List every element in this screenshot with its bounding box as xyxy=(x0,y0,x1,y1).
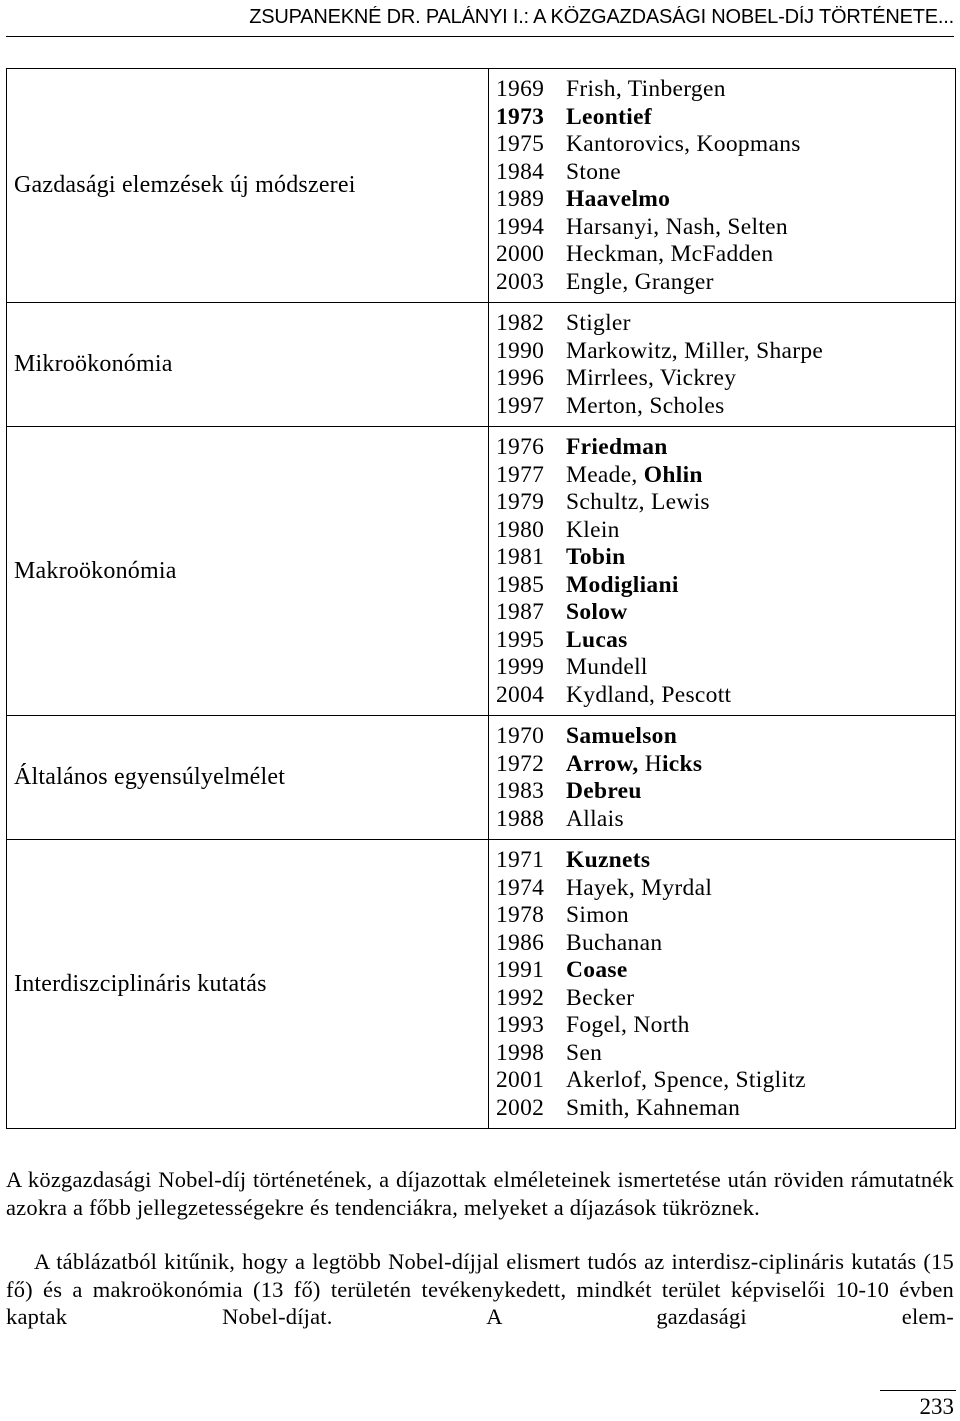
laureate-name: Ohlin xyxy=(643,461,703,488)
award-year: 1989 xyxy=(496,186,545,212)
laureate-entry xyxy=(496,847,955,875)
running-header: ZSUPANEKNÉ DR. PALÁNYI I.: A KÖZGAZDASÁGI NOBEL-DÍJ TÖRTÉNETE... xyxy=(249,6,954,28)
laureate-entry xyxy=(496,875,955,903)
laureate-entry xyxy=(496,1067,955,1095)
laureate-name: Kuznets xyxy=(566,847,651,873)
award-year: 1988 xyxy=(496,805,545,832)
laureate-name: icks xyxy=(661,750,703,777)
laureate-name: Stone xyxy=(566,158,622,185)
laureate-name: Debreu xyxy=(566,778,642,804)
laureate-name: Samuelson xyxy=(566,723,678,749)
laureate-name: Allais xyxy=(566,805,624,832)
laureate-entry xyxy=(496,985,955,1013)
table-row xyxy=(7,840,956,1129)
category-cell xyxy=(7,716,489,840)
award-year: 1992 xyxy=(496,984,545,1011)
laureate-name: Klein xyxy=(566,516,620,543)
table-row xyxy=(7,303,956,427)
award-year: 1978 xyxy=(496,902,545,928)
award-year: 1985 xyxy=(496,571,545,598)
laureate-name: Stigler xyxy=(566,310,631,336)
award-year: 1997 xyxy=(496,392,545,419)
laureate-name: Simon xyxy=(566,902,629,928)
award-year: 1974 xyxy=(496,874,545,901)
laureate-name: Mirrlees, Vickrey xyxy=(566,365,737,391)
laureate-name: Becker xyxy=(566,984,635,1011)
laureate-name: Harsanyi, Nash, Selten xyxy=(566,213,788,240)
laureate-name: Leontief xyxy=(566,103,652,130)
award-year: 1991 xyxy=(496,957,545,983)
laureate-name: Coase xyxy=(566,957,628,983)
award-year: 1983 xyxy=(496,778,545,804)
award-year: 1971 xyxy=(496,847,545,873)
table-body xyxy=(7,69,956,1129)
award-year: 2004 xyxy=(496,681,545,708)
table-row xyxy=(7,69,956,303)
laureate-entry xyxy=(496,572,955,600)
award-year: 1990 xyxy=(496,337,545,364)
category-label: Gazdasági elemzések új módszerei xyxy=(14,172,356,198)
award-year: 1979 xyxy=(496,489,545,515)
laureate-name: Akerlof, Spence, Stiglitz xyxy=(566,1067,806,1093)
paragraph-1: A közgazdasági Nobel-díj történetének, a díjazottak elméleteinek ismertetése után röviden rámutatnék azokra a főbb jellegzetességekre és tendenciákra, melyeket a díjazások tükröznek. xyxy=(6,1167,954,1220)
award-year: 2003 xyxy=(496,268,545,295)
laureate-name: Lucas xyxy=(566,626,628,653)
laureate-entry xyxy=(496,269,955,297)
laureate-entry xyxy=(496,365,955,393)
laureate-name: Engle, Granger xyxy=(566,268,714,295)
laureate-entry xyxy=(496,778,955,806)
category-cell xyxy=(7,427,489,716)
category-cell xyxy=(7,303,489,427)
award-year: 2000 xyxy=(496,241,545,267)
laureate-entry xyxy=(496,159,955,187)
laureate-entry xyxy=(496,1095,955,1123)
award-year: 1984 xyxy=(496,158,545,185)
laureate-entry xyxy=(496,241,955,269)
laureate-entry xyxy=(496,393,955,421)
laureate-name: Frish, Tinbergen xyxy=(566,76,726,102)
laureate-entry xyxy=(496,599,955,627)
laureate-entry xyxy=(496,682,955,710)
laureate-entry xyxy=(496,186,955,214)
laureate-entry xyxy=(496,517,955,545)
laureate-name: Haavelmo xyxy=(566,186,671,212)
award-year: 1986 xyxy=(496,929,545,956)
category-label: Makroökonómia xyxy=(14,557,177,584)
laureate-name: Schultz, Lewis xyxy=(566,489,710,515)
laureates-cell xyxy=(489,840,956,1129)
award-year: 1993 xyxy=(496,1012,545,1038)
category-cell xyxy=(7,840,489,1129)
laureate-entry xyxy=(496,338,955,366)
laureate-name: Smith, Kahneman xyxy=(566,1094,741,1121)
laureate-name: Fogel, North xyxy=(566,1012,690,1038)
award-year: 1970 xyxy=(496,723,545,749)
laureate-entry xyxy=(496,930,955,958)
award-year: 1982 xyxy=(496,310,545,336)
laureate-entry xyxy=(496,806,955,834)
laureate-name: Heckman, McFadden xyxy=(566,241,774,267)
award-year: 1969 xyxy=(496,76,545,102)
laureate-name: Sen xyxy=(566,1039,603,1066)
table-row xyxy=(7,427,956,716)
award-year: 2002 xyxy=(496,1094,545,1121)
award-year: 1973 xyxy=(496,103,545,130)
award-year: 1981 xyxy=(496,544,545,570)
category-label: Általános egyensúlyelmélet xyxy=(14,764,286,790)
laureate-name: Markowitz, Miller, Sharpe xyxy=(566,337,824,364)
nobel-laureates-table xyxy=(6,68,956,1129)
laureate-entry xyxy=(496,76,955,104)
laureate-entry xyxy=(496,902,955,930)
table-row xyxy=(7,716,956,840)
laureate-name: Mundell xyxy=(566,654,648,680)
laureate-name: Solow xyxy=(566,599,628,625)
laureates-cell xyxy=(489,716,956,840)
category-cell xyxy=(7,69,489,303)
laureate-name: Merton, Scholes xyxy=(566,392,725,419)
laureate-name: Arrow, xyxy=(566,750,645,777)
laureate-entry xyxy=(496,131,955,159)
award-year: 1977 xyxy=(496,461,545,488)
laureate-name: Buchanan xyxy=(566,929,663,956)
award-year: 1975 xyxy=(496,131,545,157)
laureate-entry xyxy=(496,751,955,779)
award-year: 1996 xyxy=(496,365,545,391)
laureate-name: Hayek, Myrdal xyxy=(566,874,713,901)
laureates-cell xyxy=(489,427,956,716)
laureate-entry xyxy=(496,489,955,517)
page-number: 233 xyxy=(919,1394,954,1419)
award-year: 2001 xyxy=(496,1067,545,1093)
laureate-entry xyxy=(496,627,955,655)
award-year: 1980 xyxy=(496,516,545,543)
category-label: Mikroökonómia xyxy=(14,351,173,377)
laureate-entry xyxy=(496,434,955,462)
laureate-entry xyxy=(496,104,955,132)
award-year: 1976 xyxy=(496,434,545,460)
category-label: Interdiszciplináris kutatás xyxy=(14,970,267,997)
header-rule xyxy=(6,36,954,37)
laureate-entry xyxy=(496,654,955,682)
laureate-entry xyxy=(496,957,955,985)
laureate-name: Meade, xyxy=(566,461,644,488)
award-year: 1987 xyxy=(496,599,545,625)
laureate-entry xyxy=(496,214,955,242)
award-year: 1995 xyxy=(496,626,545,653)
laureate-entry xyxy=(496,1040,955,1068)
laureate-entry xyxy=(496,723,955,751)
laureate-entry xyxy=(496,310,955,338)
paragraph-2: A táblázatból kitűnik, hogy a legtöbb Nobel-díjjal elismert tudós az interdisz-ciplináris kutatás (15 fő) és a makroökonómia (13 fő) területén tevékenykedett, mindkét terület képviselői 10-10 évben kaptak Nobel-díjat. A gazdasági elem- xyxy=(6,1249,954,1329)
laureate-entry xyxy=(496,462,955,490)
laureate-entry xyxy=(496,1012,955,1040)
laureate-name: Kydland, Pescott xyxy=(566,681,732,708)
laureate-name: Tobin xyxy=(566,544,626,570)
award-year: 1998 xyxy=(496,1039,545,1066)
page-number-rule xyxy=(880,1390,956,1391)
award-year: 1999 xyxy=(496,654,545,680)
laureates-cell xyxy=(489,303,956,427)
laureate-name: Kantorovics, Koopmans xyxy=(566,131,801,157)
award-year: 1994 xyxy=(496,213,545,240)
laureates-cell xyxy=(489,69,956,303)
laureate-name: H xyxy=(644,750,662,777)
laureate-name: Modigliani xyxy=(566,571,679,598)
laureate-name: Friedman xyxy=(566,434,668,460)
laureate-entry xyxy=(496,544,955,572)
award-year: 1972 xyxy=(496,750,545,777)
